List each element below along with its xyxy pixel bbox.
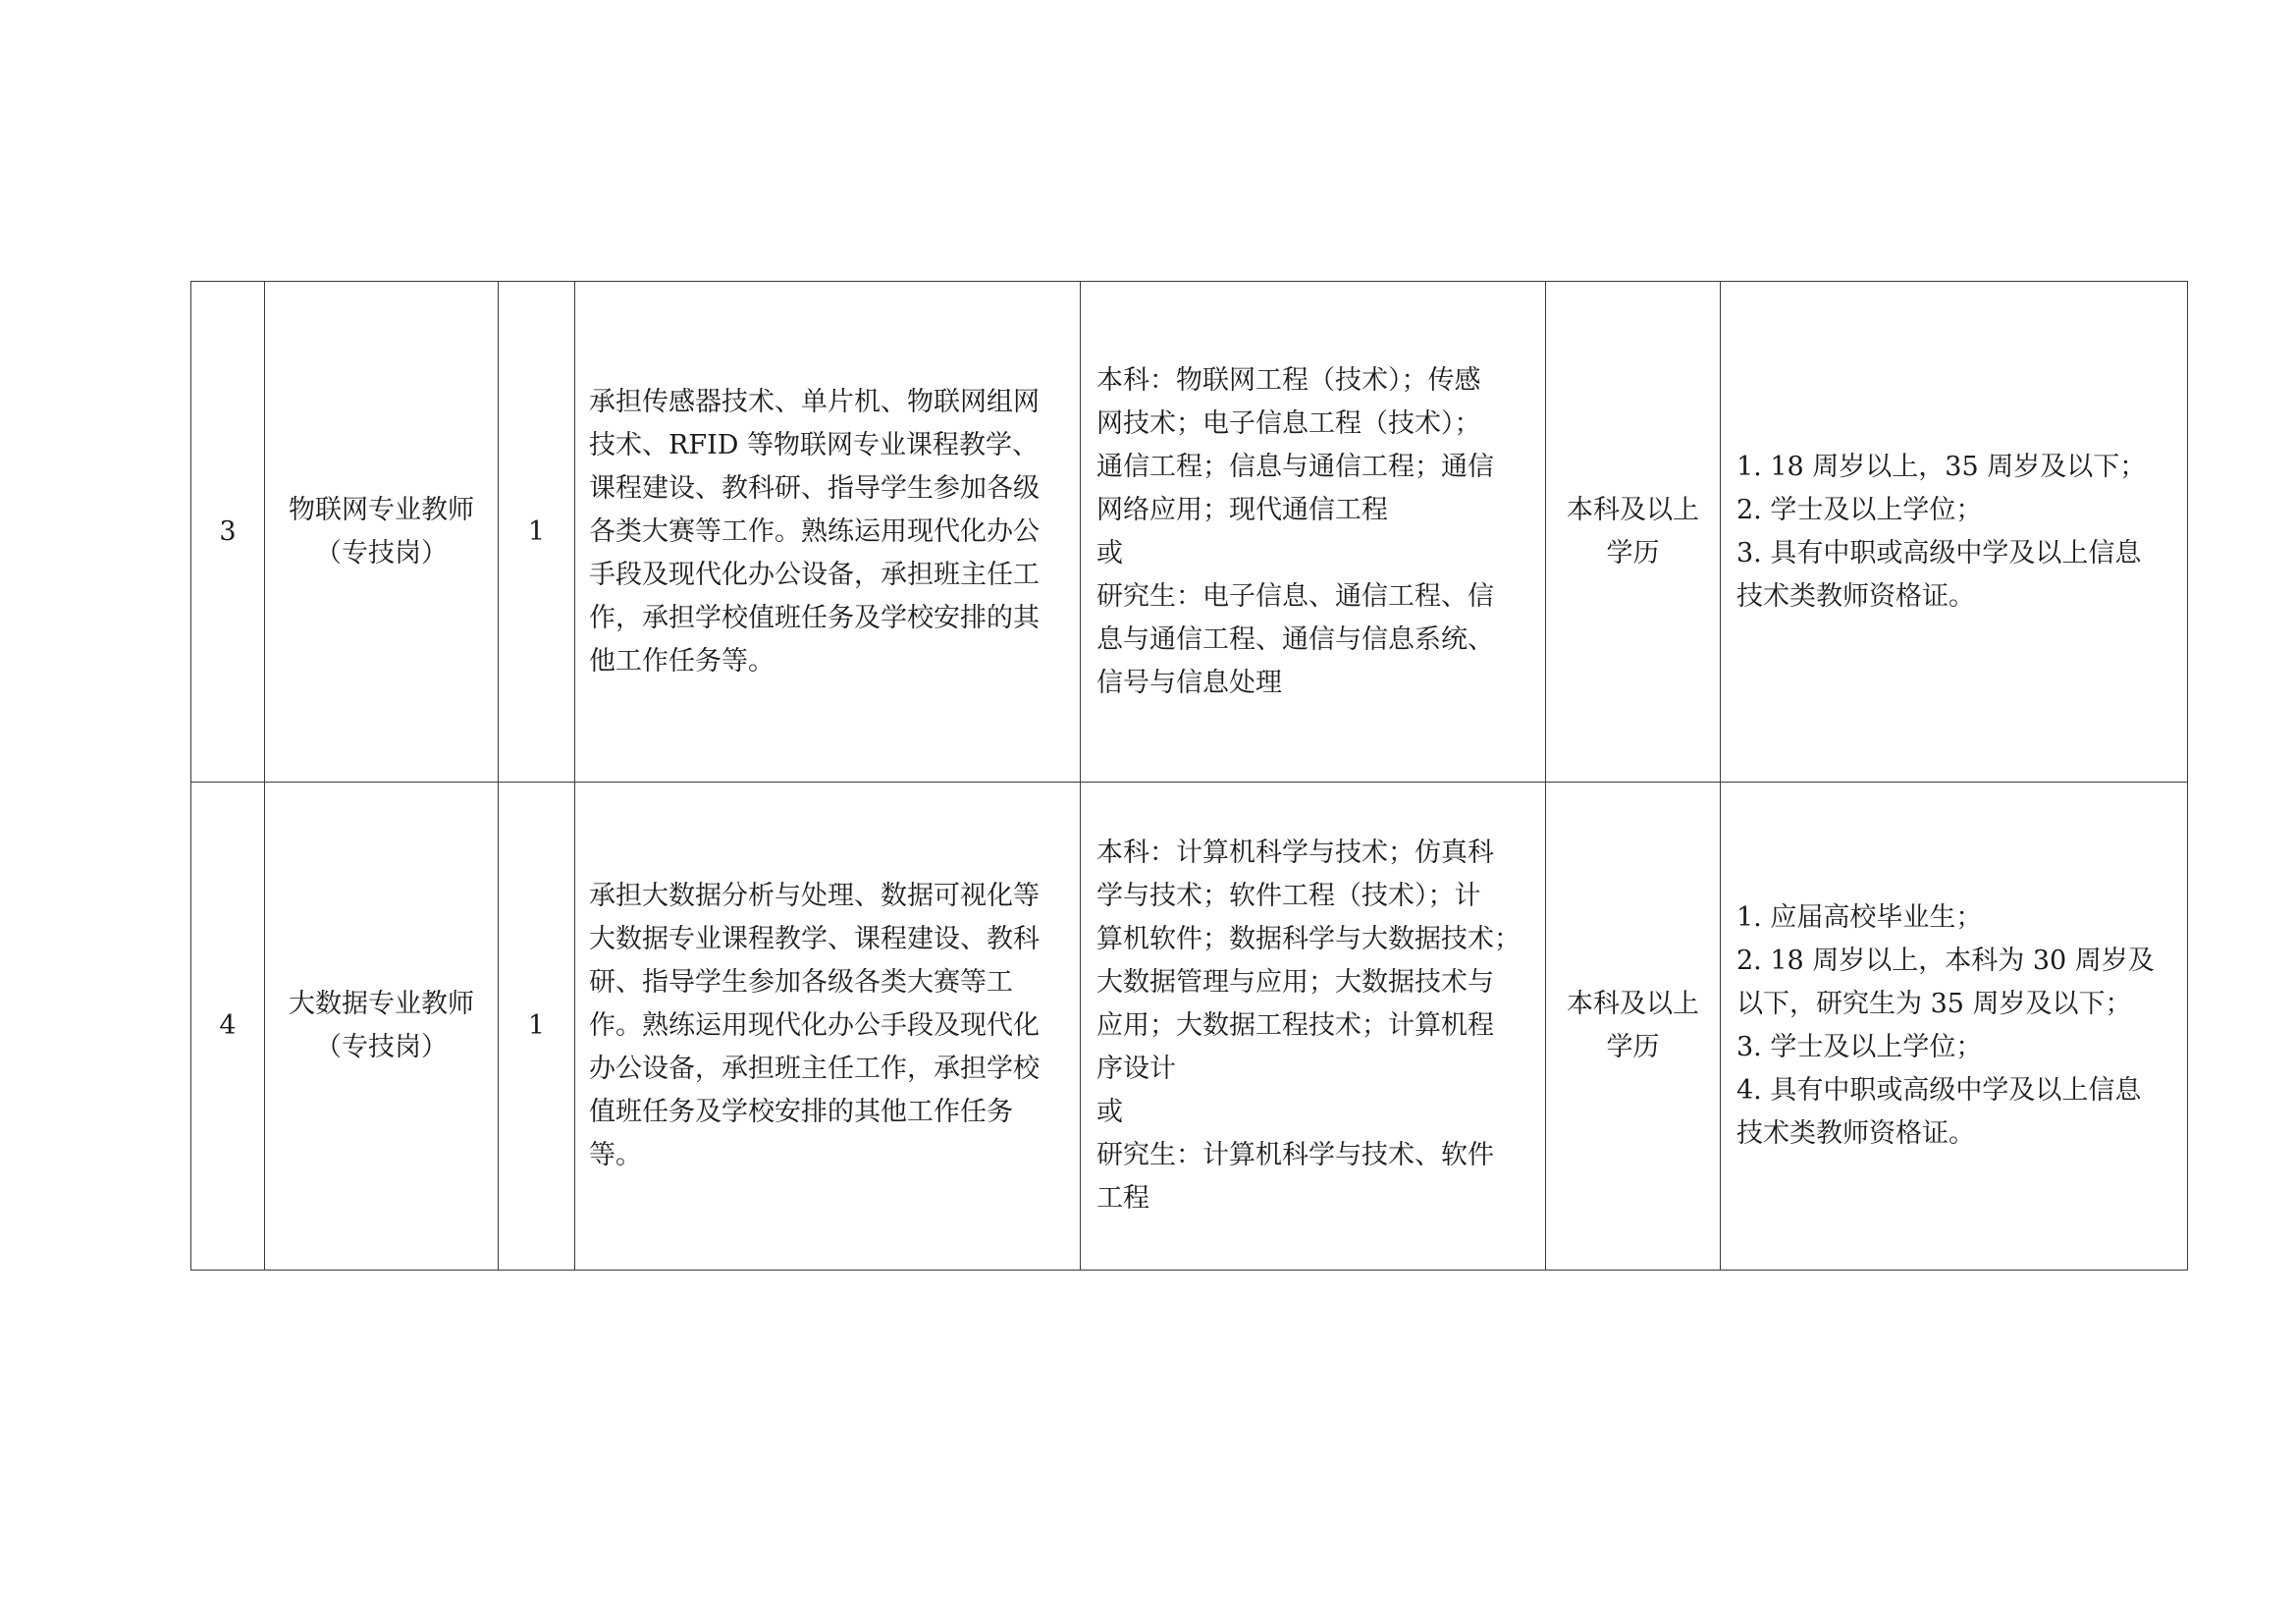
headcount: 1 [527,515,546,547]
duty-line: 课程建设、教科研、指导学生参加各级 [589,472,1040,504]
major-line: 大数据管理与应用；大数据技术与 [1096,967,1494,998]
requirement-line: 4. 具有中职或高级中学及以上信息 [1736,1075,2142,1106]
major-line: 研究生：计算机科学与技术、软件 [1096,1140,1494,1170]
major-line: 或 [1096,537,1123,568]
recruitment-table [190,281,2188,1271]
position-cell [265,783,499,1271]
row-index: 3 [219,515,237,547]
education-level: 本科及以上 [1567,494,1699,525]
table-row [191,783,2188,1271]
major-line: 研究生：电子信息、通信工程、信 [1096,580,1494,612]
duty-line: 手段及现代化办公设备，承担班主任工 [589,559,1040,590]
major-cell [1081,282,1546,783]
requirement-line: 3. 具有中职或高级中学及以上信息 [1736,537,2142,568]
duty-line: 各类大赛等工作。熟练运用现代化办公 [589,515,1040,547]
major-line: 网络应用；现代通信工程 [1096,494,1388,525]
requirement-line: 以下，研究生为 35 周岁及以下； [1736,989,2132,1019]
duty-line: 作。熟练运用现代化办公手段及现代化 [589,1010,1040,1041]
headcount-cell [499,783,575,1271]
position-title: 物联网专业教师 [289,494,474,525]
row-index-cell [191,783,265,1271]
requirement-line: 2. 学士及以上学位； [1736,494,1983,525]
position-cell [265,282,499,783]
major-line: 或 [1096,1097,1123,1127]
duty-line: 办公设备，承担班主任工作，承担学校 [589,1054,1040,1084]
major-line: 息与通信工程、通信与信息系统、 [1096,623,1494,655]
major-line: 网技术；电子信息工程（技术）； [1096,407,1481,439]
position-type: （专技岗） [315,537,448,568]
requirement-line: 技术类教师资格证。 [1736,580,1975,612]
duty-line: 承担传感器技术、单片机、物联网组网 [589,386,1040,417]
education-level: 本科及以上 [1567,989,1699,1019]
major-line: 本科：物联网工程（技术）；传感 [1096,364,1481,396]
major-line: 通信工程；信息与通信工程；通信 [1096,451,1494,482]
duty-cell [575,783,1081,1271]
duty-line: 研、指导学生参加各级各类大赛等工 [589,967,1013,998]
requirements-cell [1721,282,2188,783]
education-cell [1546,783,1721,1271]
requirement-line: 2. 18 周岁以上，本科为 30 周岁及 [1736,946,2155,976]
headcount-cell [499,282,575,783]
major-line: 应用；大数据工程技术；计算机程 [1096,1010,1494,1041]
position-type: （专技岗） [315,1032,448,1062]
duty-line: 他工作任务等。 [589,645,774,677]
duty-line: 值班任务及学校安排的其他工作任务 [589,1097,1013,1127]
duty-line: 技术、RFID 等物联网专业课程教学、 [589,429,1039,460]
major-line: 本科：计算机科学与技术；仿真科 [1096,838,1494,868]
major-line: 算机软件；数据科学与大数据技术； [1096,924,1521,954]
position-title: 大数据专业教师 [289,989,474,1019]
major-line: 学与技术；软件工程（技术）；计 [1096,881,1481,911]
requirement-line: 1. 应届高校毕业生； [1736,902,1983,933]
major-line: 序设计 [1096,1054,1176,1084]
row-index-cell [191,282,265,783]
duty-cell [575,282,1081,783]
major-line: 工程 [1096,1183,1149,1214]
major-line: 信号与信息处理 [1096,667,1282,698]
education-suffix: 学历 [1606,1032,1660,1062]
education-suffix: 学历 [1606,537,1660,568]
headcount: 1 [527,1010,546,1041]
duty-line: 等。 [589,1140,642,1170]
duty-line: 作，承担学校值班任务及学校安排的其 [589,602,1040,633]
duty-line: 大数据专业课程教学、课程建设、教科 [589,924,1040,954]
requirements-cell [1721,783,2188,1271]
row-index: 4 [219,1010,237,1041]
requirement-line: 1. 18 周岁以上，35 周岁及以下； [1736,451,2147,482]
requirement-line: 技术类教师资格证。 [1736,1118,1975,1149]
major-cell [1081,783,1546,1271]
education-cell [1546,282,1721,783]
table-row [191,282,2188,783]
duty-line: 承担大数据分析与处理、数据可视化等 [589,881,1040,911]
requirement-line: 3. 学士及以上学位； [1736,1032,1983,1062]
